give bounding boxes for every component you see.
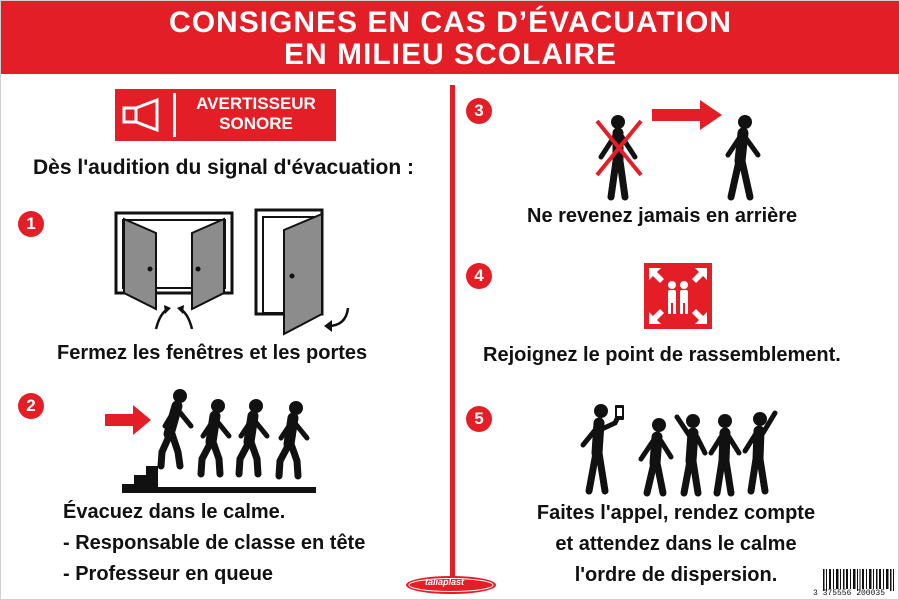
door-icon xyxy=(254,208,354,336)
step-1-text: Fermez les fenêtres et les portes xyxy=(57,342,368,364)
column-divider xyxy=(450,85,455,591)
roll-call-group-icon xyxy=(579,403,783,499)
poster-title-line1: CONSIGNES EN CAS D’ÉVACUATION xyxy=(169,6,732,39)
step-4-number: 4 xyxy=(466,263,492,289)
step-5-line1: Faites l'appel, rendez compte xyxy=(536,502,816,524)
alarm-separator xyxy=(173,93,176,137)
step-5-line3: l'ordre de dispersion. xyxy=(574,564,778,586)
barcode-number: 3 375556 200035 xyxy=(813,589,886,598)
alarm-sign xyxy=(115,89,336,141)
barcode-icon xyxy=(823,569,895,591)
arrow-icon xyxy=(105,405,151,435)
person-walking-icon xyxy=(718,113,770,201)
arrow-icon xyxy=(652,100,722,130)
intro-text: Dès l'audition du signal d'évacuation : xyxy=(33,156,415,179)
step-2-line2: - Responsable de classe en tête xyxy=(63,532,366,554)
step-3-text: Ne revenez jamais en arrière xyxy=(527,205,798,227)
step-3-number: 3 xyxy=(466,98,492,124)
step-4-text: Rejoignez le point de rassemblement. xyxy=(483,344,841,366)
assembly-point-icon xyxy=(644,263,712,329)
step-2-line3: - Professeur en queue xyxy=(63,563,274,585)
cross-icon xyxy=(595,119,643,177)
horn-icon xyxy=(119,93,169,137)
step-1-number: 1 xyxy=(18,211,44,237)
step-2-number: 2 xyxy=(18,393,44,419)
alarm-label-line2: SONORE xyxy=(219,114,293,133)
alarm-label-line1: AVERTISSEUR xyxy=(196,94,316,113)
step-2-line1: Évacuez dans le calme. xyxy=(63,501,286,523)
window-icon xyxy=(114,211,234,331)
poster-title-line2: EN MILIEU SCOLAIRE xyxy=(283,38,617,71)
alarm-label xyxy=(179,94,333,134)
step-5-line2: et attendez dans le calme xyxy=(555,533,797,555)
poster-header xyxy=(1,1,899,74)
people-evacuating-icon xyxy=(153,384,323,484)
step-5-number: 5 xyxy=(466,406,492,432)
brand-name: taliaplast xyxy=(425,577,465,587)
